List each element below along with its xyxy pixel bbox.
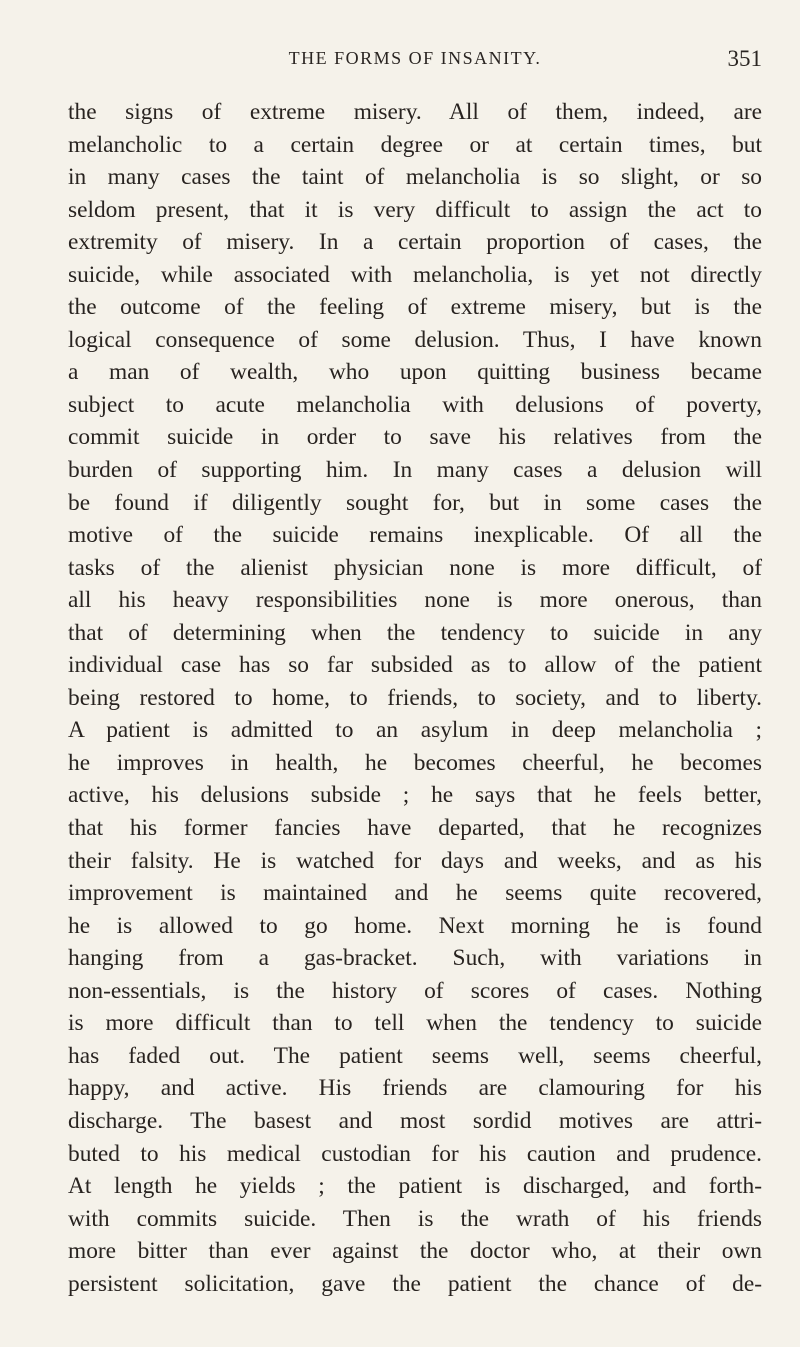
running-head — [68, 42, 762, 76]
text-line: At length he yields ; the patient is discharged, and forth- — [68, 1173, 762, 1200]
text-line: persistent solicitation, gave the patient the chance of de- — [68, 1270, 762, 1297]
text-line: A patient is admitted to an asylum in deep melancholia ; — [68, 717, 762, 744]
text-line: a man of wealth, who upon quitting business became — [68, 359, 762, 386]
body-text — [68, 96, 762, 1300]
page-number: 351 — [727, 46, 762, 71]
text-line: suicide, while associated with melancholia, is yet not directly — [68, 261, 762, 288]
text-line: he improves in health, he becomes cheerful, he becomes — [68, 749, 762, 776]
text-line: the signs of extreme misery. All of them, indeed, are — [68, 99, 762, 125]
text-line: extremity of misery. In a certain proportion of cases, the — [68, 229, 762, 256]
text-line: subject to acute melancholia with delusions of poverty, — [68, 391, 762, 418]
text-line: tasks of the alienist physician none is more difficult, of — [68, 554, 762, 581]
text-line: non-essentials, is the history of scores of cases. Nothing — [68, 977, 762, 1004]
text-line: discharge. The basest and most sordid motives are attri- — [68, 1107, 762, 1134]
text-line: seldom present, that it is very difficult to assign the act to — [68, 196, 762, 223]
text-line: more bitter than ever against the doctor who, at their own — [68, 1238, 762, 1265]
text-line: buted to his medical custodian for his caution and prudence. — [68, 1140, 762, 1167]
text-line: motive of the suicide remains inexplicable. Of all the — [68, 522, 762, 549]
text-line: melancholic to a certain degree or at certain times, but — [68, 131, 762, 158]
text-line: happy, and active. His friends are clamouring for his — [68, 1075, 762, 1102]
text-line: active, his delusions subside ; he says that he feels better, — [68, 782, 762, 809]
text-line: that of determining when the tendency to suicide in any — [68, 619, 762, 646]
text-line: hanging from a gas-bracket. Such, with variations in — [68, 945, 762, 972]
text-line: logical consequence of some delusion. Thus, I have known — [68, 326, 762, 353]
text-line: the outcome of the feeling of extreme misery, but is the — [68, 294, 762, 321]
text-line: is more difficult than to tell when the tendency to suicide — [68, 1010, 762, 1037]
text-line: improvement is maintained and he seems quite recovered, — [68, 880, 762, 907]
text-line: commit suicide in order to save his relatives from the — [68, 424, 762, 451]
text-line: has faded out. The patient seems well, seems cheerful, — [68, 1042, 762, 1069]
text-line: that his former fancies have departed, that he recognizes — [68, 815, 762, 842]
text-line: their falsity. He is watched for days and weeks, and as his — [68, 847, 762, 874]
text-line: he is allowed to go home. Next morning he is found — [68, 912, 762, 939]
text-line: be found if diligently sought for, but in some cases the — [68, 489, 762, 516]
text-line: with commits suicide. Then is the wrath of his friends — [68, 1205, 762, 1232]
text-line: all his heavy responsibilities none is more onerous, than — [68, 587, 762, 614]
running-title: THE FORMS OF INSANITY. — [288, 48, 542, 68]
text-line: being restored to home, to friends, to society, and to liberty. — [68, 684, 762, 711]
text-line: in many cases the taint of melancholia is so slight, or so — [68, 164, 762, 191]
text-line: burden of supporting him. In many cases a delusion will — [68, 457, 762, 484]
text-line: individual case has so far subsided as to allow of the patient — [68, 652, 762, 679]
